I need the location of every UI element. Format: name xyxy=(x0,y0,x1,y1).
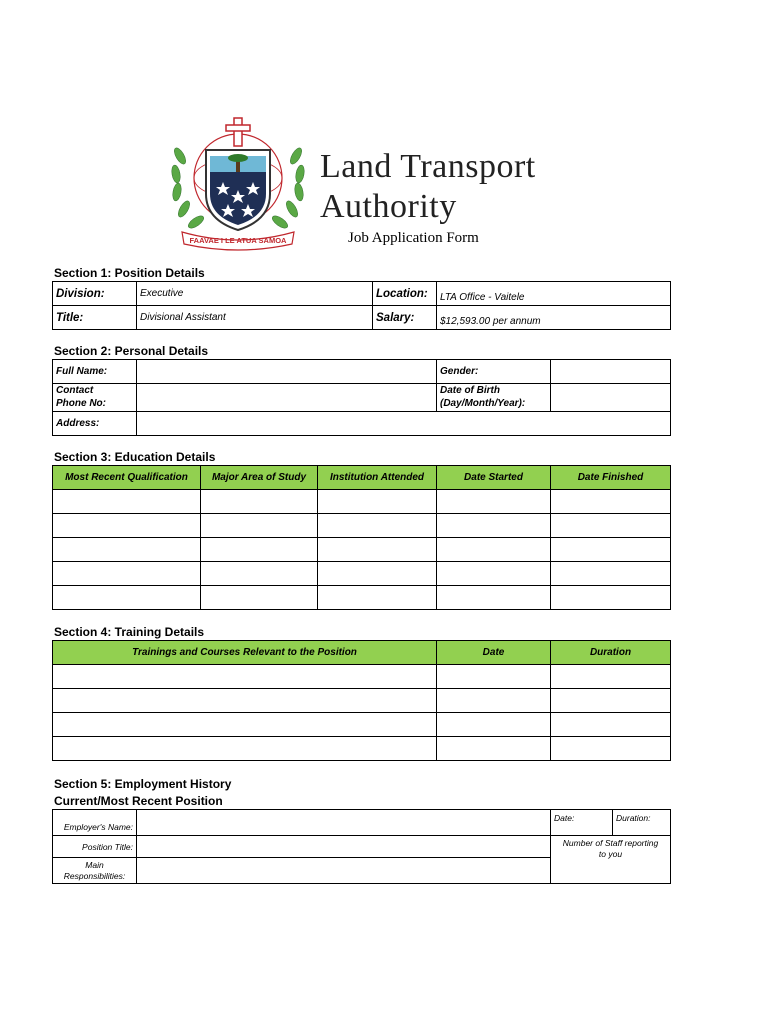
svg-text:FAAVAE I LE ATUA SAMOA: FAAVAE I LE ATUA SAMOA xyxy=(189,236,287,245)
table-row xyxy=(53,586,671,610)
full-name-field[interactable] xyxy=(137,360,437,384)
training-cell[interactable] xyxy=(437,689,551,713)
address-field[interactable] xyxy=(137,412,671,436)
education-table xyxy=(52,465,671,610)
training-cell[interactable] xyxy=(437,737,551,761)
section1-title: Section 1: Position Details xyxy=(54,266,205,280)
edu-cell[interactable] xyxy=(201,538,318,562)
edu-cell[interactable] xyxy=(318,538,437,562)
org-name-line-2: Authority xyxy=(320,188,457,225)
table-row xyxy=(53,490,671,514)
edu-cell[interactable] xyxy=(551,538,671,562)
table-row xyxy=(53,514,671,538)
edu-header-date-finished: Date Finished xyxy=(551,466,671,490)
edu-cell[interactable] xyxy=(53,514,201,538)
edu-cell[interactable] xyxy=(318,562,437,586)
contact-phone-field[interactable] xyxy=(137,384,437,412)
training-cell[interactable] xyxy=(53,737,437,761)
training-cell[interactable] xyxy=(53,713,437,737)
training-cell[interactable] xyxy=(53,665,437,689)
training-cell[interactable] xyxy=(437,713,551,737)
table-row xyxy=(53,713,671,737)
edu-cell[interactable] xyxy=(437,562,551,586)
gender-field[interactable] xyxy=(551,360,671,384)
edu-cell[interactable] xyxy=(551,562,671,586)
table-row xyxy=(53,689,671,713)
training-table xyxy=(52,640,671,761)
edu-cell[interactable] xyxy=(318,490,437,514)
main-responsibilities-label: Main Responsibilities: xyxy=(53,858,137,884)
full-name-label: Full Name: xyxy=(53,360,137,384)
edu-header-date-started: Date Started xyxy=(437,466,551,490)
training-cell[interactable] xyxy=(437,665,551,689)
training-header-duration: Duration xyxy=(551,641,671,665)
edu-header-institution: Institution Attended xyxy=(318,466,437,490)
edu-cell[interactable] xyxy=(53,562,201,586)
org-name-line-1: Land Transport xyxy=(320,148,536,185)
salary-label: Salary: xyxy=(373,306,437,330)
employer-field[interactable] xyxy=(137,810,551,836)
edu-cell[interactable] xyxy=(201,490,318,514)
position-title-label: Position Title: xyxy=(53,836,137,858)
main-responsibilities-field[interactable] xyxy=(137,858,551,884)
section5-subtitle: Current/Most Recent Position xyxy=(54,794,223,808)
position-title-field[interactable] xyxy=(137,836,551,858)
section3-title: Section 3: Education Details xyxy=(54,450,216,464)
table-row xyxy=(53,665,671,689)
dob-label: Date of Birth (Day/Month/Year): xyxy=(437,384,551,412)
position-details-table xyxy=(52,281,671,330)
training-header-courses: Trainings and Courses Relevant to the Position xyxy=(53,641,437,665)
edu-cell[interactable] xyxy=(201,514,318,538)
edu-header-qualification: Most Recent Qualification xyxy=(53,466,201,490)
training-cell[interactable] xyxy=(551,689,671,713)
edu-cell[interactable] xyxy=(53,490,201,514)
salary-value[interactable]: $12,593.00 per annum xyxy=(437,306,671,330)
edu-cell[interactable] xyxy=(437,586,551,610)
training-cell[interactable] xyxy=(551,665,671,689)
edu-cell[interactable] xyxy=(551,586,671,610)
edu-cell[interactable] xyxy=(437,514,551,538)
edu-cell[interactable] xyxy=(551,490,671,514)
table-row xyxy=(53,737,671,761)
form-title: Job Application Form xyxy=(348,230,479,246)
dob-field[interactable] xyxy=(551,384,671,412)
table-row xyxy=(53,538,671,562)
division-value[interactable]: Executive xyxy=(137,282,373,306)
lta-emblem-logo xyxy=(168,116,308,252)
title-label: Title: xyxy=(53,306,137,330)
edu-cell[interactable] xyxy=(53,538,201,562)
date-label: Date: xyxy=(551,810,613,836)
edu-cell[interactable] xyxy=(318,586,437,610)
training-cell[interactable] xyxy=(53,689,437,713)
edu-header-area: Major Area of Study xyxy=(201,466,318,490)
edu-cell[interactable] xyxy=(437,538,551,562)
section5-title: Section 5: Employment History xyxy=(54,777,232,791)
employment-table xyxy=(52,809,671,884)
staff-reporting-label: Number of Staff reporting to you xyxy=(551,836,671,884)
location-label: Location: xyxy=(373,282,437,306)
edu-cell[interactable] xyxy=(318,514,437,538)
edu-cell[interactable] xyxy=(201,586,318,610)
training-cell[interactable] xyxy=(551,713,671,737)
training-cell[interactable] xyxy=(551,737,671,761)
edu-cell[interactable] xyxy=(551,514,671,538)
personal-details-table xyxy=(52,359,671,436)
edu-cell[interactable] xyxy=(437,490,551,514)
title-value[interactable]: Divisional Assistant xyxy=(137,306,373,330)
edu-cell[interactable] xyxy=(201,562,318,586)
section2-title: Section 2: Personal Details xyxy=(54,344,209,358)
edu-cell[interactable] xyxy=(53,586,201,610)
duration-label: Duration: xyxy=(613,810,671,836)
table-row xyxy=(53,562,671,586)
contact-phone-label: Contact Phone No: xyxy=(53,384,137,412)
location-value[interactable]: LTA Office - Vaitele xyxy=(437,282,671,306)
division-label: Division: xyxy=(53,282,137,306)
employer-label: Employer's Name: xyxy=(53,810,137,836)
section4-title: Section 4: Training Details xyxy=(54,625,205,639)
gender-label: Gender: xyxy=(437,360,551,384)
training-header-date: Date xyxy=(437,641,551,665)
address-label: Address: xyxy=(53,412,137,436)
